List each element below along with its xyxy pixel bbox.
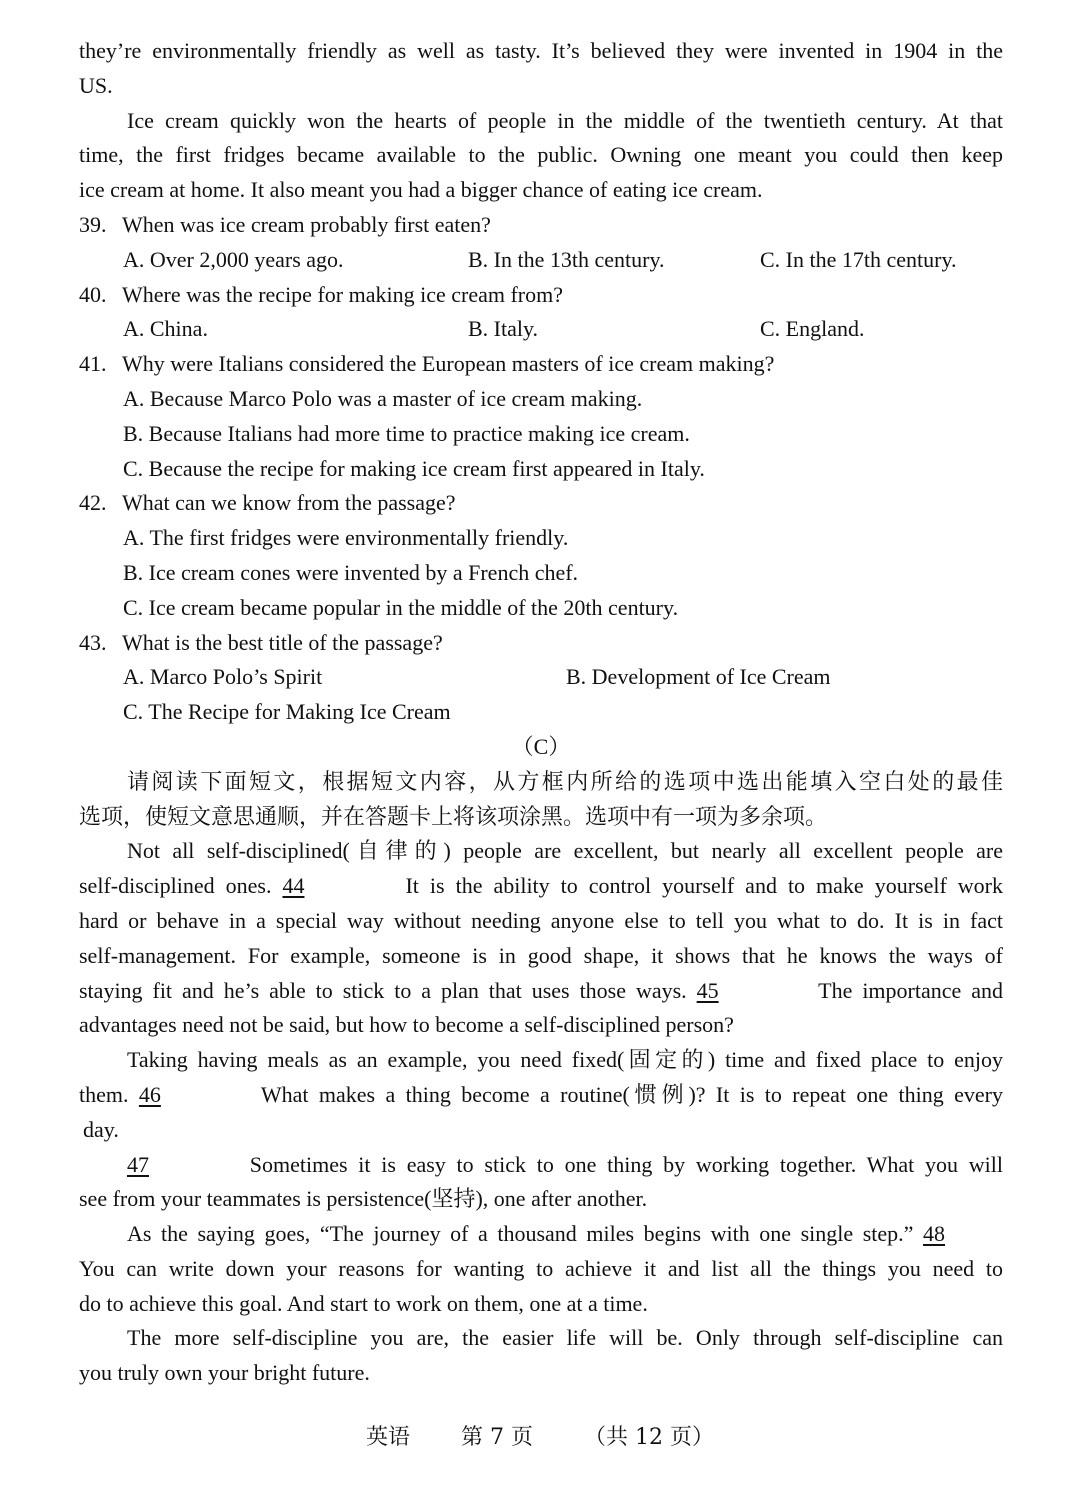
passage-line: see from your teammates is persistence(坚持), one after another. (79, 1186, 648, 1212)
question-text: Why were Italians considered the European masters of ice cream making? (122, 351, 775, 377)
options-row (79, 243, 1003, 278)
question-42 (79, 486, 1003, 521)
passage-line (79, 869, 1003, 904)
footer-total-pages: （共 12 页） (584, 1425, 714, 1450)
passage-text: As the saying goes, “The journey of a thousand miles begins with one single step.” (127, 1221, 914, 1247)
question-40 (79, 278, 1003, 313)
question-number: 40. (79, 281, 107, 307)
passage-line (79, 1148, 1003, 1183)
blank-48[interactable]: 48 (923, 1221, 946, 1247)
question-41 (79, 347, 1003, 382)
passage-text: self-disciplined ones. (79, 873, 272, 899)
passage-line: hard or behave in a special way without needing anyone else to tell you what to do. It is in fact (79, 907, 1003, 933)
option-b[interactable]: B. In the 13th century. (468, 246, 665, 272)
passage-line: do to achieve this goal. And start to work on them, one at a time. (79, 1290, 648, 1316)
option-b[interactable]: B. Italy. (468, 316, 539, 342)
exam-page (79, 34, 1003, 1391)
question-text: When was ice cream probably first eaten? (122, 211, 491, 237)
passage-line: day. (83, 1116, 119, 1142)
blank-44[interactable]: 44 (282, 873, 305, 899)
blank-46[interactable]: 46 (138, 1081, 161, 1107)
option-a[interactable]: A. China. (123, 316, 208, 342)
passage-line: Not all self-disciplined(自律的) people are excellent, but nearly all excellent people are (127, 838, 1003, 864)
passage-line: Taking having meals as an example, you need fixed(固定的) time and fixed place to enjoy (127, 1047, 1003, 1073)
section-heading: （C） (511, 733, 571, 759)
question-43 (79, 626, 1003, 661)
option-a[interactable]: A. Because Marco Polo was a master of ice cream making. (123, 385, 643, 411)
option-c[interactable]: C. In the 17th century. (760, 246, 957, 272)
option-b[interactable]: B. Development of Ice Cream (566, 664, 831, 690)
passage-line: time, the first fridges became available to the public. Owning one meant you could then keep (79, 142, 1003, 168)
question-text: Where was the recipe for making ice cream from? (122, 281, 563, 307)
passage-text: staying fit and he’s able to stick to a plan that uses those ways. (79, 977, 687, 1003)
option-b[interactable]: B. Ice cream cones were invented by a French chef. (123, 559, 579, 585)
passage-line: you truly own your bright future. (79, 1360, 370, 1386)
instruction-line: 请阅读下面短文，根据短文内容，从方框内所给的选项中选出能填入空白处的最佳 (127, 768, 1003, 794)
passage-line: Ice cream quickly won the hearts of people in the middle of the twentieth century. At that (127, 107, 1003, 133)
passage-text: It is the ability to control yourself and to make yourself work (405, 873, 1003, 899)
passage-line: US. (79, 72, 113, 98)
passage-text: What makes a thing become a routine(惯例)? It is to repeat one thing every (260, 1081, 1003, 1107)
option-b[interactable]: B. Because Italians had more time to practice making ice cream. (123, 420, 690, 446)
option-c[interactable]: C. Because the recipe for making ice cream first appeared in Italy. (123, 455, 705, 481)
passage-line (79, 1217, 1003, 1252)
question-number: 43. (79, 629, 107, 655)
option-c[interactable]: C. The Recipe for Making Ice Cream (123, 699, 451, 725)
passage-line: ice cream at home. It also meant you had a bigger chance of eating ice cream. (79, 177, 763, 203)
passage-line: The more self-discipline you are, the easier life will be. Only through self-discipline can (127, 1325, 1003, 1351)
passage-line: self-management. For example, someone is in good shape, it shows that he knows the ways of (79, 942, 1003, 968)
option-a[interactable]: A. The first fridges were environmentally friendly. (123, 525, 569, 551)
question-39 (79, 208, 1003, 243)
blank-47[interactable]: 47 (127, 1151, 149, 1177)
passage-text: Sometimes it is easy to stick to one thing by working together. What you will (249, 1151, 1003, 1177)
question-text: What can we know from the passage? (122, 490, 456, 516)
passage-line (79, 974, 1003, 1009)
options-row (79, 312, 1003, 347)
passage-line: they’re environmentally friendly as well as tasty. It’s believed they were invented in 1904 in the (79, 38, 1003, 63)
passage-line: advantages need not be said, but how to become a self-disciplined person? (79, 1012, 734, 1038)
instruction-line: 选项，使短文意思通顺，并在答题卡上将该项涂黑。选项中有一项为多余项。 (79, 803, 828, 829)
question-number: 39. (79, 211, 107, 237)
footer-subject: 英语 (366, 1425, 411, 1450)
passage-text: them. (79, 1081, 129, 1107)
option-c[interactable]: C. England. (760, 316, 865, 342)
blank-45[interactable]: 45 (696, 977, 719, 1003)
option-c[interactable]: C. Ice cream became popular in the middle of the 20th century. (123, 594, 679, 620)
passage-line: You can write down your reasons for wanting to achieve it and list all the things you need to (79, 1255, 1003, 1281)
passage-text: The importance and (818, 977, 1003, 1003)
option-a[interactable]: A. Marco Polo’s Spirit (123, 664, 323, 690)
question-number: 41. (79, 351, 107, 377)
option-a[interactable]: A. Over 2,000 years ago. (123, 246, 344, 272)
page-footer (0, 1420, 1080, 1451)
question-number: 42. (79, 490, 107, 516)
options-row (79, 660, 1003, 695)
question-text: What is the best title of the passage? (122, 629, 443, 655)
footer-page-number: 第 7 页 (461, 1425, 533, 1450)
passage-line (79, 1078, 1003, 1113)
